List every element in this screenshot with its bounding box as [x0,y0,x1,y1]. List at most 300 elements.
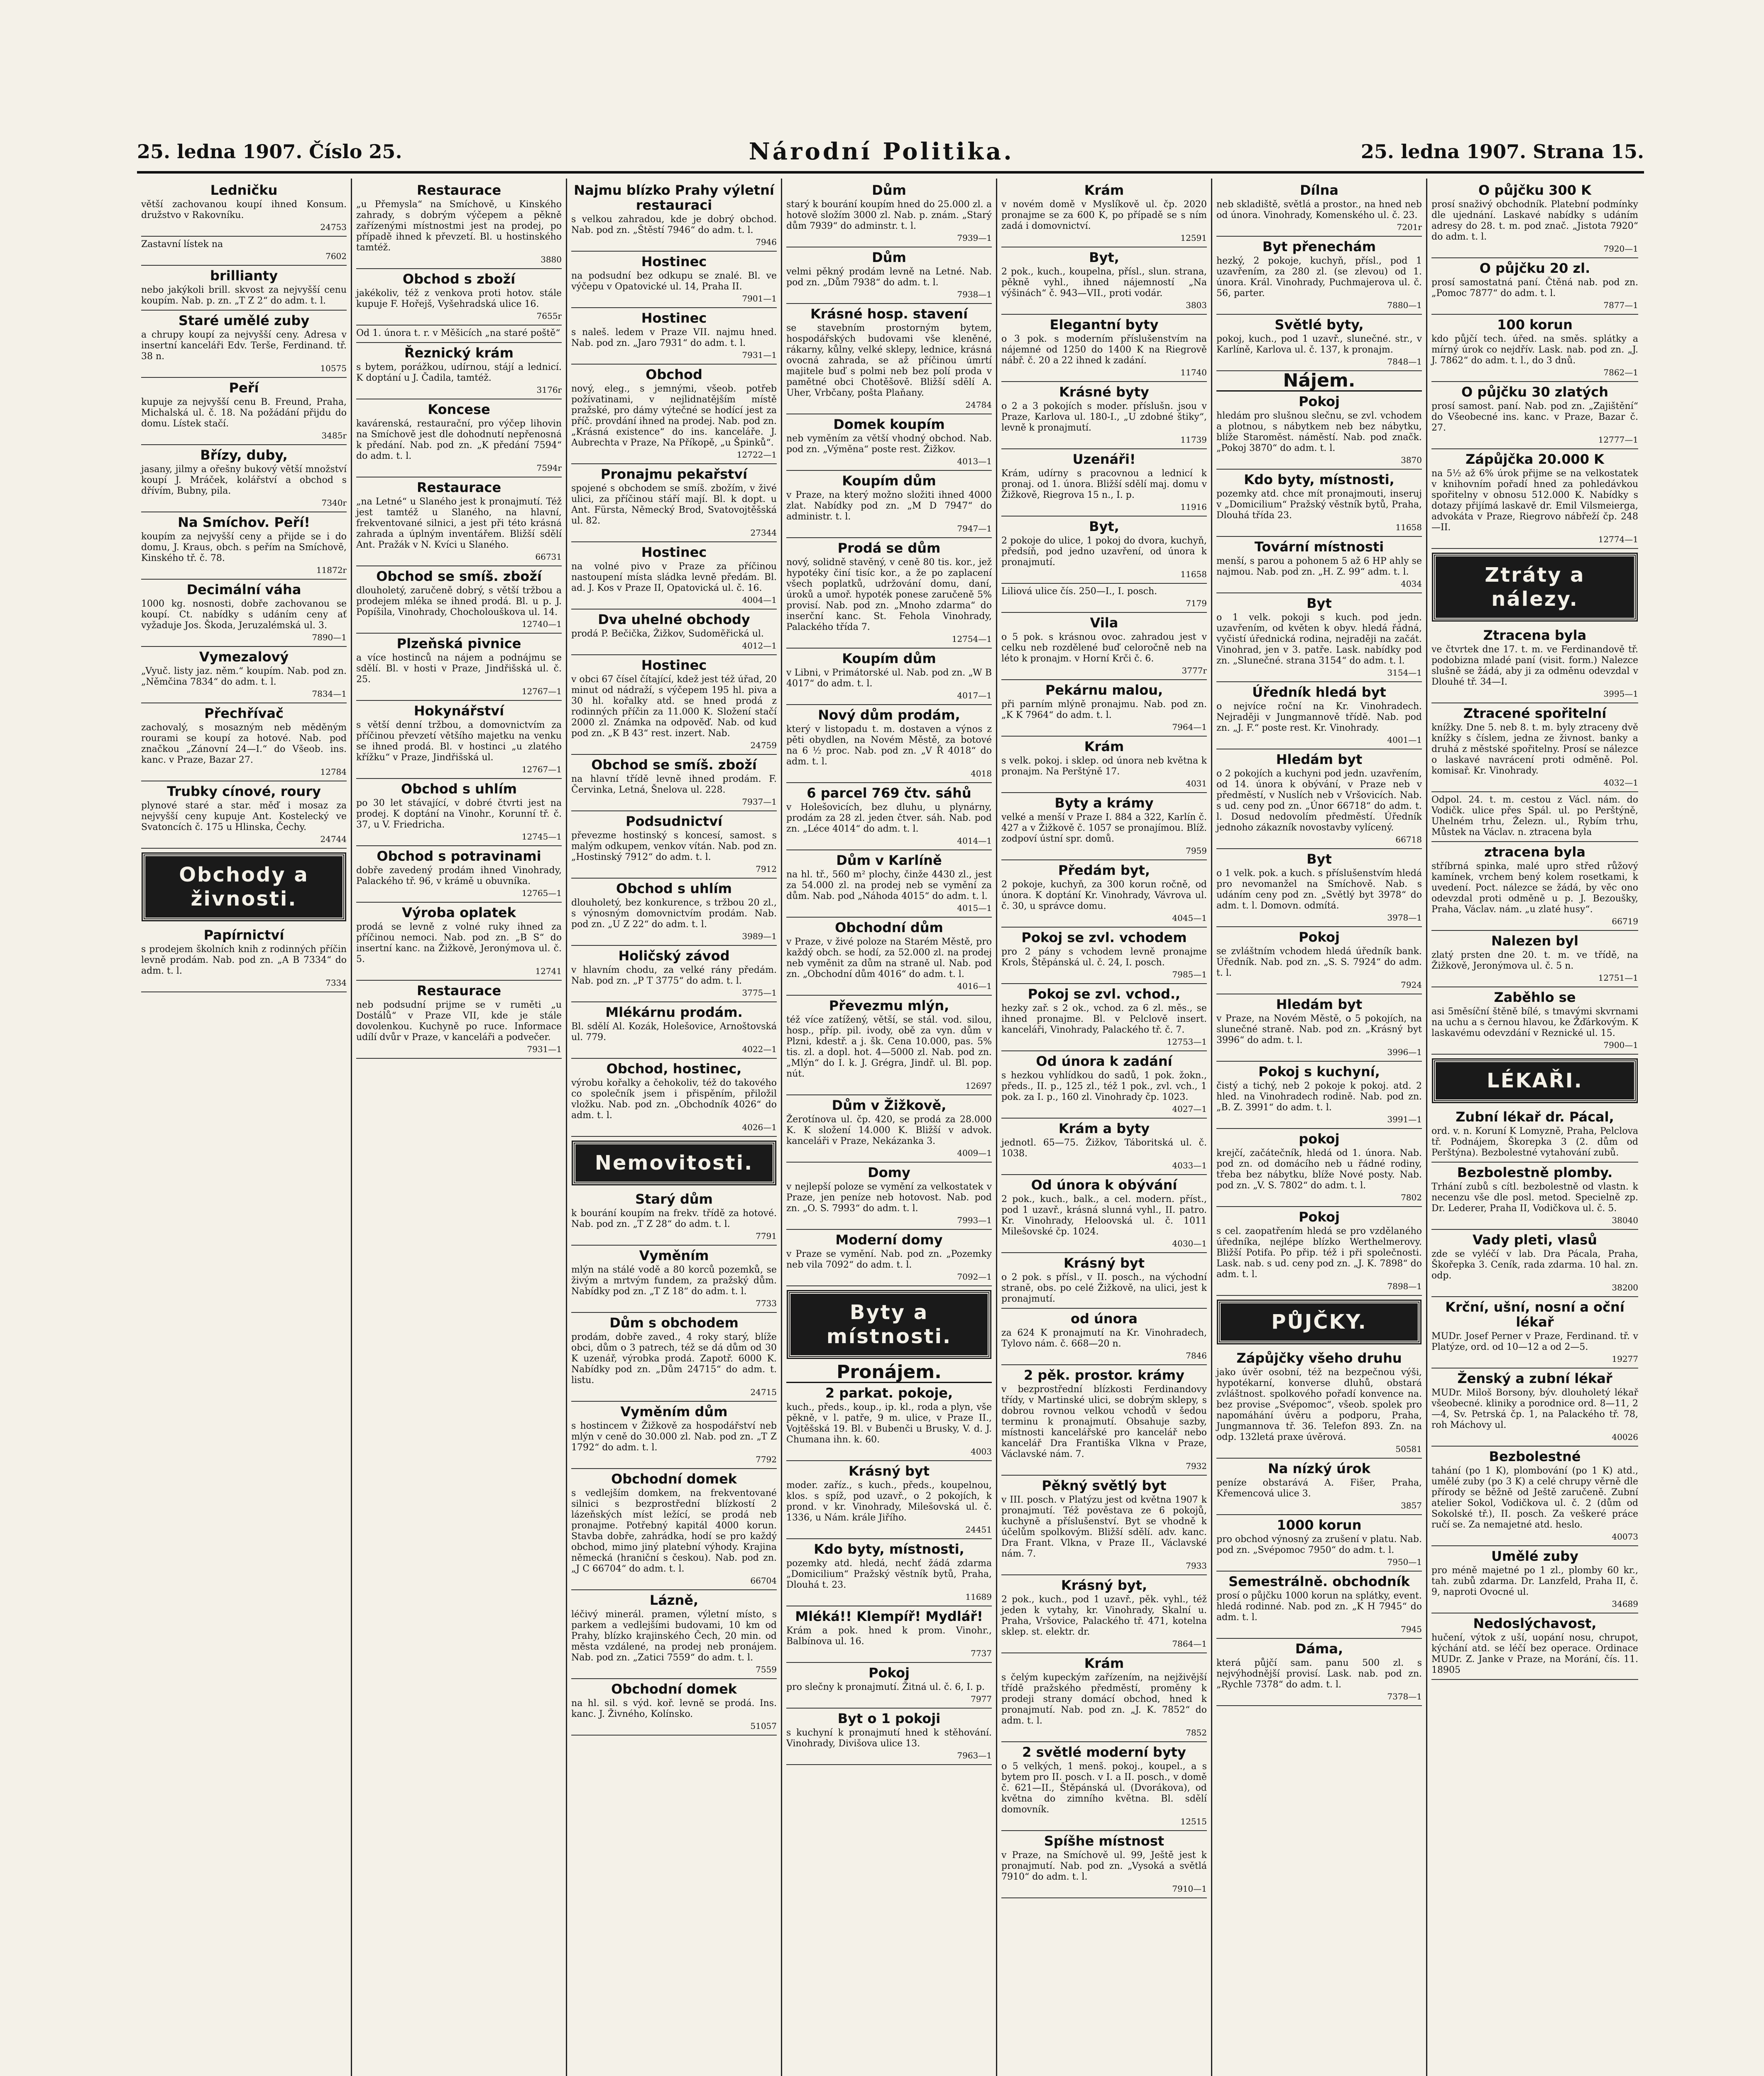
ad-reference-number: 4012—1 [742,641,777,651]
ad-title: Prodá se dům [837,540,941,556]
classified-ad [1216,1572,1422,1639]
ad-text: která půjčí sam. panu 500 zl. s nejvýhodnější provisí. Lask. nab. pod zn. „Rychle 7378“ do adm. t. l. [1216,1658,1422,1690]
ad-text: s kuchyní k pronajmutí hned k stěhování. Vinohrady, Divišova ulice 13. [786,1728,992,1749]
ad-reference-number: 4003 [971,1447,992,1457]
ad-title: Hostinec [641,544,707,560]
ad-reference-number: 7792 [756,1454,777,1464]
ad-text: v Praze, na Smíchově ul. 99, Ještě jest k pronajmutí. Nab. pod zn. „Vysoká a světlá 7910“ do adm. t. l. [1001,1850,1207,1882]
ad-reference-number: 12515 [1180,1816,1207,1826]
ad-text: koupím za nejvyšší ceny a přijde se i do domu, J. Kraus, obch. s peřím na Smíchově, Kinského tř. č. 78. [141,531,347,563]
classified-ad [141,311,347,378]
ad-reference-number: 4017—1 [957,690,992,700]
column-5 [997,179,1212,2076]
ad-reference-number: 11689 [965,1592,992,1602]
ad-text: „Vyuč. listy jaz. něm.“ koupím. Nab. pod zn. „Němčina 7834“ do adm. t. l. [141,666,347,687]
classified-ad [786,1095,992,1163]
ad-reference-number: 7963—1 [957,1750,992,1760]
ad-title: Pronajmu pekařství [600,466,748,482]
ad-reference-number: 4031 [1186,778,1207,788]
ad-text: o 5 pok. s krásnou ovoc. zahradou jest v celku neb rozdělené buď celoročně neb na léto k pronajm. v Horní Krči č. 6. [1001,632,1207,664]
ad-reference-number: 12751—1 [1598,973,1638,983]
classified-ad [786,783,992,850]
classified-ad [1001,1309,1207,1365]
ad-text: menší, s parou a pohonem 5 až 6 HP ahly se najmou. Nab. pod zn. „H. Z. 99“ adm. t. l. [1216,556,1422,577]
classified-ad [1001,613,1207,680]
classified-ad [141,925,347,992]
ad-title: Tovární místnosti [1254,539,1384,555]
ad-text: Žerotínova ul. čp. 420, se prodá za 28.000 K. K složení 14.000 K. Bližší v advok. kanceláři v Praze, Nekázanka 3. [786,1114,992,1146]
column-1 [137,179,352,2076]
classified-ad [1001,180,1207,247]
ad-reference-number: 12765—1 [521,888,562,898]
ad-text: k bourání koupím na frekv. třídě za hotové. Nab. pod zn. „T Z 28“ do adm. t. l. [571,1208,777,1229]
ad-text: jakékoliv, též z venkova proti hotov. stále kupuje F. Hořejš, Vyšehradská ulice 16. [356,288,562,309]
ad-title: Restaurace [416,480,502,495]
ad-text: pro méně majetné po 1 zl., plomby 60 kr., tah. zubů zdarma. Dr. Lanzfeld, Praha II, č. 9, naproti Ovocné ul. [1431,1565,1638,1597]
ad-title: Byt přenechám [1262,239,1376,255]
classified-ad [1216,994,1422,1062]
classified-ad [1431,703,1638,792]
classified-ad [786,247,992,304]
ad-reference-number: 7877—1 [1603,300,1638,310]
ad-text: na podsudní bez odkupu se znalé. Bl. ve výčepu v Opatovické ul. 14, Praha II. [571,271,777,292]
classified-ad [571,1059,777,1137]
classifieds-columns [137,179,1644,2076]
ad-text: neb skladiště, světlá a prostor., na hned neb od února. Vinohrady, Komenského ul. č. 23. [1216,199,1422,220]
ad-reference-number: 12740—1 [521,619,562,629]
classified-ad [786,705,992,783]
ad-title: Zápůjčka 20.000 K [1466,451,1604,467]
classified-ad [571,610,777,655]
ad-text: tahání (po 1 K), plombování (po 1 K) atd., umělé zuby (po 3 K) a celé chrupy věrně dle přírody se běžně od Ještě zaručeně. Zubní atelier Sokol, Vodičkova ul. č. 2 (dům od Sokolské tř.), II. posch. Za veškeré práce ručí se. Za nemajetné atd. heslo. [1431,1466,1638,1530]
ad-text: nebo jakýkoli brill. skvost za nejvyšší cenu koupím. Nab. p. zn. „T Z 2“ do adm. t. l. [141,285,347,306]
ad-title: Hledám byt [1276,996,1363,1012]
classified-ad [141,647,347,703]
ad-text: v Praze se vymění. Nab. pod zn. „Pozemky neb vila 7092“ do adm. t. l. [786,1249,992,1270]
classified-ad [1216,237,1422,315]
ad-text: Odpol. 24. t. m. cestou z Václ. nám. do Vodičk. ulice přes Spál. ul. po Perštýně, Uhelném trhu, Železn. ul., Rybím trhu, Můstek na Václav. n. ztracena byla [1431,795,1638,837]
ad-title: Vyměním dům [620,1404,728,1420]
page-header [137,137,1644,166]
ad-reference-number: 7945 [1401,1624,1422,1634]
classified-ad [571,1590,777,1679]
classified-ad [1001,1476,1207,1575]
classified-ad [571,464,777,542]
ad-text: s bytem, porážkou, udírnou, stájí a lednicí. K doptání u J. Čadila, tamtéž. [356,362,562,383]
ad-title: Na nízký úrok [1268,1461,1370,1476]
column-3 [567,179,782,2076]
ad-text: prosí samostatná paní. Čtěná nab. pod zn. „Pomoc 7877“ do adm. t. l. [1431,277,1638,299]
section-banner: Byty a místnosti. [788,1291,990,1358]
ad-text: ord. v. n. Koruní K Lomyzně, Praha, Pelclova tř. Podnájem, Škorepka 3 (2. dům od Perštýna). Bezbolestné vytahování zubů. [1431,1126,1638,1158]
ad-title: O půjčku 20 zl. [1479,260,1590,276]
ad-reference-number: 7602 [325,251,347,261]
ad-reference-number: 4014—1 [957,836,992,846]
classified-ad [141,703,347,781]
classified-ad [356,566,562,634]
ad-reference-number: 51057 [750,1721,777,1731]
ad-text: v Praze, v živé poloze na Starém Městě, pro každý obch. se hodí, za 52.000 zl. na prodej neb vyměnit za dům na straně ul. Nab. pod zn. „Obchodní dům 4016“ do adm. t. l. [786,937,992,979]
ad-reference-number: 3485r [321,431,347,441]
classified-ad [1001,1653,1207,1742]
ad-reference-number: 11872r [316,565,347,575]
column-4 [782,179,997,2076]
ad-title: Byty a krámy [1054,795,1154,811]
ad-reference-number: 4004—1 [742,595,777,605]
classified-ad [1001,382,1207,449]
ad-text: nový, eleg., s jemnými, všeob. potřeb požívatinami, v nejlidnatějším místě pražské, pro dámy výtečné se hodící jest za příč. provdání ihned na prodej. Nab. pod zn. „Krásná existence“ do ins. kanceláře. J. Aubrechta v Praze, Na Příkopě, „u Špinků“. [571,384,777,448]
ad-text: kuch., předs., koup., ip. kl., roda a plyn, vše pěkně, v l. patře, 9 m. ulice, v Praze II., Vojtěšská 19. Bl. v Bubenči u Brusky, V. d. J. Chumana ihn. k. 60. [786,1402,992,1445]
ad-reference-number: 4015—1 [957,903,992,913]
ad-text: knížky. Dne 5. neb 8. t. m. byly ztraceny dvě knížky s číslem, jedna ze živnost. banky a druhá z městské spořitelny. Prosí se nálezce o laskavé navrácení proti odměně. Pol. komisař. Kr. Vinohrady. [1431,722,1638,776]
ad-title: Krám [1084,739,1124,754]
classified-ad [571,1189,777,1246]
classified-ad [1216,1639,1422,1706]
ad-text: o 3 pok. s moderním příslušenstvím na nájemné od 1250 do 1400 K na Riegrově nábř. č. 20 a 22 ihned k zadání. [1001,334,1207,366]
classified-ad [786,1539,992,1606]
ad-title: Vila [1090,615,1118,631]
section-banner: Ztráty a nálezy. [1433,554,1637,620]
classified-ad [1001,860,1207,928]
ad-reference-number: 7864—1 [1172,1639,1207,1649]
ad-text: MUDr. Josef Perner v Praze, Ferdinand. tř. v Platýze, ord. od 10—12 a od 2—5. [1431,1331,1638,1352]
ad-title: Krásný byt, [1061,1577,1147,1593]
classified-ad [1431,382,1638,449]
ad-reference-number: 40026 [1612,1432,1638,1442]
ad-text: s hezkou vyhlídkou do sadů, 1 pok. žokn., předs., II. p., 125 zl., též 1 pok., zvl. vch., 1 pok. za I. p., 160 zl. Vinohrady čp. 1023. [1001,1070,1207,1102]
ad-title: Dům v Karlíně [836,852,942,868]
ad-text: se zvláštním vchodem hledá úředník bank. Úředník. Nab. pod zn. „S. S. 7924“ do adm. t. l. [1216,946,1422,978]
ad-title: Vymezalový [199,649,289,665]
classified-ad [571,308,777,365]
ad-reference-number: 12591 [1180,233,1207,243]
ad-text: zlatý prsten dne 20. t. m. ve třídě, na Žižkově, Jeronýmova ul. č. 5 n. [1431,950,1638,971]
ad-title: Peří [229,380,259,396]
classified-ad [1001,1575,1207,1653]
ad-title: Dílna [1300,182,1338,198]
ad-title: Pokoj se zvl. vchod., [1028,986,1181,1002]
ad-text: spojené s obchodem se smíš. zbožím, v živé ulici, za příčinou stáří mají. Bl. k dopt. u Ant. Fürsta, Německý Brod, Svatovojtěšská ul. 82. [571,483,777,526]
classified-ad [1001,1742,1207,1831]
ad-text: léčivý minerál. pramen, výletní místo, s parkem a vedlejšími budovami, 10 km od Prahy, blízko krajinského Čech, 20 min. od města vzdálené, na prodej neb pronájem. Nab. pod zn. „Zatici 7559“ do adm. t. l. [571,1609,777,1663]
ad-text: pozemky atd. hledá, nechť žádá zdarma „Domicilium“ Pražský věstník bytů, Praha, Dlouhá t. 23. [786,1558,992,1590]
ad-text: v nejlepší poloze se vymění za velkostatek v Praze, jen peníze neb hotovost. Nab. pod zn. „O. S. 7993“ do adm. t. l. [786,1182,992,1214]
ad-title: Uzenáři! [1072,451,1136,467]
ad-reference-number: 24715 [750,1387,777,1397]
ad-title: Dům [872,250,906,265]
ad-text: o 2 a 3 pokojích s moder. příslušn. jsou v Praze, Karlova ul. 180-I., „U zdobné štiky“, levně k pronajmutí. [1001,401,1207,433]
ad-reference-number: 19277 [1612,1354,1638,1364]
ad-text: při parním mlýně pronajmu. Nab. pod zn. „K K 7964“ do adm. t. l. [1001,699,1207,720]
classified-ad [1001,584,1207,613]
ad-text: s naleš. ledem v Praze VII. najmu hned. Nab. pod zn. „Jaro 7931“ do adm. t. l. [571,327,777,348]
ad-title: Dva uhelné obchody [598,612,750,627]
classified-ad [1001,517,1207,584]
ad-title: Umělé zuby [1491,1548,1578,1564]
ad-title: Dům [872,182,906,198]
ad-text: jako úvěr osobní, též na bezpečnou výši, hypotékarní, konverse dluhů, obstará zvláštnost. spolkového pořadí konvence na. bez provise „Svépomoc“, všeob. spolek pro napomáhání úvěru a podporu, Praha, Jungmannova tř. 36. Telefon 893. Zn. na odp. 132letá praxe úvěrová. [1216,1367,1422,1442]
ad-reference-number: 7737 [971,1648,992,1658]
ad-title: Holičský závod [618,948,730,964]
classified-ad [356,634,562,701]
classified-ad [356,903,562,981]
classified-ad [1431,1163,1638,1230]
classified-ad [141,580,347,647]
classified-ad [1216,593,1422,682]
ad-text: mlýn na stálé vodě a 80 korců pozemků, se živým a mrtvým fundem, za pražský dům. Nabídky pod zn. „T Z 18“ do adm. t. l. [571,1265,777,1297]
classified-ad [786,850,992,918]
classified-ad [571,946,777,1002]
ad-reference-number: 4034 [1401,579,1422,589]
ad-text: o nejvíce roční na Kr. Vinohradech. Nejraději v Jungmannově třídě. Nab. pod zn. „J. F.“ poste rest. Kr. Vinohrady. [1216,701,1422,733]
ad-text: s hostincem v Žižkově za hospodářství neb mlýn v ceně do 30.000 zl. Nab. pod zn. „T Z 1792“ do adm. t. l. [571,1421,777,1453]
classified-ad [571,879,777,946]
ad-reference-number: 12745—1 [521,832,562,842]
ad-reference-number: 3989—1 [742,931,777,941]
ad-reference-number: 27344 [750,528,777,538]
ad-title: Břízy, duby, [200,447,288,463]
ad-title: Obchod s uhlím [616,881,732,896]
ad-reference-number: 7993—1 [957,1215,992,1225]
classified-ad [1216,1459,1422,1515]
ad-text: a více hostinců na nájem a podnájmu se sdělí. Bl. v hosti v Praze, Jindřišská ul. č. 25. [356,653,562,685]
ad-reference-number: 12767—1 [521,764,562,774]
classified-ad [786,180,992,247]
ad-text: pro 2 pány s vchodem levně pronajme Krols, Štěpánská ul. č. 24, I. posch. [1001,947,1207,968]
classified-ad [571,365,777,464]
ad-title: Obchod s zboží [402,271,516,287]
ad-text: 2 pokoje do ulice, 1 pokoj do dvora, kuchyň, předsíň, pod jedno uzavření, od února k pronajmutí. [1001,536,1207,568]
classified-ad [356,399,562,477]
ad-title: Hostinec [641,310,707,326]
ad-title: Obchod, hostinec, [606,1061,742,1077]
ad-text: převezme hostinský s koncesí, samost. s malým odkupem, venkov vítán. Nab. pod zn. „Hostinský 7912“ do adm. t. l. [571,830,777,862]
ad-title: Bezbolestně plomby. [1457,1165,1613,1180]
ad-title: Mléká!! Klempíř! Mydlář! [795,1608,983,1624]
ad-reference-number: 66718 [1395,835,1422,845]
ad-title: od února [1071,1311,1138,1327]
ad-title: Podsudnictví [626,813,722,829]
ad-text: který v listopadu t. m. dostaven a výnos z pěti obydlen, na Novém Městě, za botové na 6 ½ proc. Nab. pod zn. „V Ř 4018“ do adm. t. l. [786,724,992,767]
ad-title: Obchodní domek [611,1471,737,1487]
column-2 [352,179,567,2076]
classified-ad [1431,449,1638,549]
classified-ad [1431,792,1638,842]
ad-text: hučení, výtok z uší, uopání nosu, chrupot, kýchání atd. se léčí bez operace. Ordinace MUDr. Z. Janke v Praze, na Morání, čís. 11. 18905 [1431,1633,1638,1675]
ad-reference-number: 3870 [1401,455,1422,465]
ad-title: Staré umělé zuby [178,313,310,328]
newspaper-title: Národní Politika. [749,138,1014,165]
ad-title: Domy [868,1165,910,1180]
ad-text: na hl. sil. s výd. koř. levně se prodá. Ins. kanc. J. Živného, Kolínsko. [571,1698,777,1719]
ad-text: 1000 kg. nosnosti, dobře zachovanou se koupí. Ct. nabídky s udáním ceny ať vyžaduje Jos. Škoda, Jeruzalémská ul. 3. [141,599,347,631]
ad-title: Trubky cínové, roury [167,783,321,799]
classified-ad [141,781,347,849]
ad-reference-number: 12784 [320,767,347,777]
classified-ad [786,471,992,538]
classified-ad [571,811,777,879]
ad-title: Obchod s uhlím [401,781,517,797]
ad-text: dlouholetý, zaručeně dobrý, s větší tržbou a prodejem mléka se ihned prodá. Bl. u p. J. Popíšila, Vinohrady, Chocholouškova ul. 14. [356,585,562,617]
classified-ad [141,512,347,580]
ad-title: Hostinec [641,254,707,269]
ad-text: větší zachovanou koupí ihned Konsum. družstvo v Rakovníku. [141,199,347,220]
ad-title: Byt o 1 pokoji [837,1711,941,1726]
ad-reference-number: 12753—1 [1167,1037,1207,1047]
classified-ad [571,1402,777,1469]
ad-text: s velkou zahradou, kde je dobrý obchod. Nab. pod zn. „Štěstí 7946“ do adm. t. l. [571,214,777,235]
ad-title: Koncese [428,401,490,417]
ad-reference-number: 7848—1 [1387,357,1422,367]
classified-ad [356,269,562,326]
ad-reference-number: 7092—1 [957,1272,992,1282]
section-banner: Nemovitosti. [573,1142,775,1184]
ad-title: Koupím dům [842,473,936,489]
ad-title: Krásné hosp. stavení [810,306,968,322]
ad-text: s cel. zaopatřením hledá se pro vzdělaného úředníka, nejlépe blízko Werthelmerovy. Bližší Potifa. Po přip. též i při společnosti. Lask. nab. s ud. ceny pod zn. „J. K. 7898“ do adm. t. l. [1216,1226,1422,1280]
ad-title: Decimální váha [186,582,301,597]
ad-text: krejčí, začátečník, hledá od 1. února. Nab. pod zn. od domácího neb u řádné rodiny, třeba bez nábytku, blíže Nové posty. Nab. pod zn. „V. S. 7802“ do adm. t. l. [1216,1148,1422,1191]
ad-reference-number: 7931—1 [527,1044,562,1054]
ad-reference-number: 7933 [1186,1561,1207,1571]
ad-text: asi 5měsíční štěně bílé, s tmavými skvrnami na uchu a s černou hlavou, ke Žďárkovým. K laskavému odevzdání v Reznické ul. 15. [1431,1006,1638,1038]
ad-reference-number: 7938—1 [957,289,992,299]
ad-text: Bl. sdělí Al. Kozák, Holešovice, Arnoštovská ul. 779. [571,1021,777,1043]
ad-title: Zubní lékař dr. Pácal, [1456,1109,1614,1125]
classified-ad [1216,315,1422,371]
classified-ad [1216,1062,1422,1129]
ad-reference-number: 7852 [1186,1728,1207,1738]
classified-ad [141,378,347,445]
ad-reference-number: 4001—1 [1387,735,1422,745]
classified-ad [141,445,347,512]
ad-title: Na Smíchov. Peří! [178,514,310,530]
ad-reference-number: 7179 [1186,598,1207,608]
ad-reference-number: 7946 [756,237,777,247]
ad-reference-number: 4030—1 [1172,1239,1207,1249]
classified-ad [1001,984,1207,1051]
ad-reference-number: 7932 [1186,1461,1207,1471]
classified-ad [1001,1175,1207,1253]
classified-ad [1216,470,1422,537]
ad-reference-number: 24784 [965,400,992,410]
ad-title: ztracena byla [1484,844,1585,860]
classified-ad [356,180,562,269]
ad-title: Obchodní dům [835,920,943,935]
ad-title: Spíšhe místnost [1044,1833,1165,1849]
ad-text: hledám pro slušnou slečnu, se zvl. vchodem a plotnou, s nábytkem neb bez nábytku, blíže Staroměst. náměstí. Nab. pod značk. „Pokoj 3870“ do adm. t. l. [1216,411,1422,453]
ad-title: 2 pěk. prostor. krámy [1024,1367,1184,1383]
ad-title: Nový dům prodám, [818,707,960,723]
ad-reference-number: 4032—1 [1603,778,1638,788]
classified-ad [786,1663,992,1709]
header-rule [137,171,1644,174]
ad-text: Krám a pok. hned k prom. Vinohr., Balbínova ul. 16. [786,1626,992,1647]
classified-ad [356,701,562,779]
ad-text: peníze obstarává A. Fišer, Praha, Křemencová ulice 3. [1216,1478,1422,1499]
ad-reference-number: 3777r [1182,666,1207,676]
ad-reference-number: 3978—1 [1387,913,1422,923]
ad-title: Vady pleti, vlasů [1473,1232,1597,1248]
classified-ad [1001,1051,1207,1119]
ad-title: Bezbolestné [1489,1449,1581,1464]
ad-text: pro slečny k pronajmutí. Žitná ul. č. 6, I. p. [786,1682,985,1692]
classified-ad [571,1469,777,1590]
ad-reference-number: 11916 [1180,502,1207,512]
ad-title: Kdo byty, místnosti, [814,1541,964,1557]
classified-ad [1431,258,1638,315]
ad-text: pozemky atd. chce mít pronajmouti, inseruj v „Domicilium“ Pražský věstník bytů, Praha, Dlouhá třída 23. [1216,489,1422,521]
ad-text: na hl. tř., 560 m² plochy, činže 4430 zl., jest za 54.000 zl. na prodej neb se vymění za dům. Nab. pod „Náhoda 4015“ do adm. t. l. [786,869,992,901]
classified-ad [1001,1831,1207,1898]
ad-reference-number: 7939—1 [957,233,992,243]
ad-text: se stavebním prostorným bytem, hospodářských budovami vše kleněné, rákarny, kůlny, velké sklepy, lednice, krásná ovocná zahrada, se až příčinou úmrtí majitele buď s polmi neb bez polí proda v pamětné obci Chotěšově. Bližší sdělí A. Uher, Vrbčany, pošta Plaňany. [786,323,992,398]
ad-text: na hlavní třídě levně ihned prodám. F. Červinka, Letná, Šnelova ul. 228. [571,774,777,795]
classified-ad [356,326,562,343]
ad-reference-number: 3991—1 [1387,1114,1422,1124]
ad-reference-number: 7791 [756,1231,777,1241]
ad-text: s velk. pokoj. i sklep. od února neb května k pronajm. Na Perštýně 17. [1001,756,1207,777]
ad-title: Od února k zadání [1036,1053,1172,1069]
classified-ad [1431,1230,1638,1297]
ad-reference-number: 3880 [541,255,562,264]
section-banner: LÉKAŘI. [1433,1060,1637,1102]
ad-title: Obchod se smíš. zboží [376,568,542,584]
classified-ad [786,1709,992,1765]
section-heading: Nájem. [1216,371,1422,392]
ad-text: Trhání zubů s cítl. bezbolestně od vlastn. k necenzu vše dle posl. metod. Specielně zp. Dr. Lederer, Praha II, Vodičkova ul. č. 5. [1431,1182,1638,1214]
ad-title: Krám [1084,1655,1124,1671]
ad-reference-number: 7964—1 [1172,722,1207,732]
ad-reference-number: 11740 [1180,367,1207,377]
classified-ad [571,655,777,755]
ad-reference-number: 11658 [1395,522,1422,532]
ad-title: pokoj [1299,1131,1340,1147]
classified-ad [1431,987,1638,1055]
ad-reference-number: 12754—1 [952,634,992,644]
ad-title: Předám byt, [1058,862,1150,878]
ad-title: Výroba oplatek [402,905,516,920]
ad-text: po 30 let stávající, v dobré čtvrti jest na prodej. K doptání na Vinohr., Korunní tř. č. 37, u V. Friedricha. [356,798,562,830]
ad-reference-number: 38200 [1612,1283,1638,1293]
ad-title: Mlékárnu prodám. [605,1004,743,1020]
ad-reference-number: 7910—1 [1172,1884,1207,1894]
ad-title: Od února k obývání [1031,1177,1177,1193]
classified-ad [1001,1365,1207,1476]
ad-title: Dáma, [1295,1641,1343,1657]
ad-reference-number: 7378—1 [1387,1692,1422,1701]
ad-title: Ztracena byla [1483,627,1587,643]
ad-title: Ledničku [210,182,278,198]
ad-title: Ztracené spořitelní [1463,705,1607,721]
ad-title: 2 světlé moderní byty [1022,1744,1186,1760]
ad-reference-number: 12697 [965,1081,992,1091]
ad-text: dobře zavedený prodám ihned Vinohrady, Palackého tř. 96, v krámě u obuvníka. [356,865,562,886]
ad-text: velmi pěkný prodám levně na Letné. Nab. pod zn. „Dům 7938“ do adm. t. l. [786,267,992,288]
newspaper-page [137,137,1644,2076]
ad-reference-number: 4045—1 [1172,913,1207,923]
ad-reference-number: 38040 [1612,1215,1638,1225]
ad-reference-number: 7862—1 [1603,367,1638,377]
column-7 [1427,179,1642,2076]
ad-title: Úředník hledá byt [1252,684,1386,700]
classified-ad [1431,1546,1638,1613]
ad-title: Obchod s potravinami [377,848,541,864]
ad-reference-number: 24759 [750,740,777,750]
ad-reference-number: 11658 [1180,569,1207,579]
ad-text: kdo půjčí tech. úřed. na směs. splátky a mírný úrok co nejdřív. Lask. nab. pod zn. „J. J. 7862“ do adm. t. l., do 3 dnů. [1431,334,1638,366]
classified-ad [1431,931,1638,987]
